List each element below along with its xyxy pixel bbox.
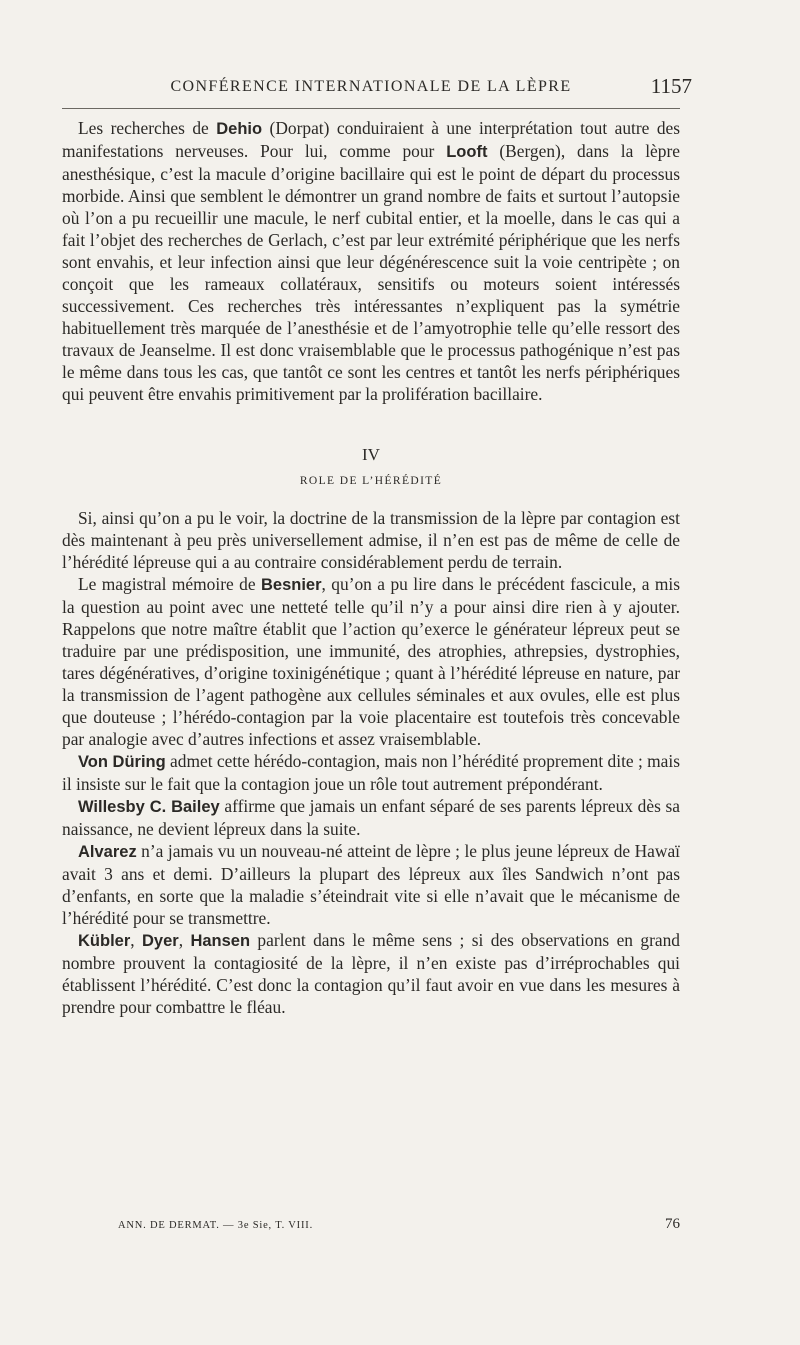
signature-number: 76 bbox=[665, 1216, 680, 1232]
paragraph bbox=[62, 795, 680, 840]
paragraph bbox=[62, 750, 680, 795]
section-title: ROLE DE L’HÉRÉDITÉ bbox=[299, 475, 443, 487]
author-name: Looft bbox=[446, 143, 488, 161]
text-run: (Bergen), dans la lèpre anesthésique, c’est la macule d’origine bacillaire qui est le point de départ du processus morbide. Ainsi que semblent le démontrer un grand nombre de faits et surtout l’autopsie où l’on a pu recueillir une macule, le nerf cubital entier, et la moelle, dans le cas qui a fait l’objet des recherches de Gerlach, c’est par leur extrémité périphérique que les nerfs sont envahis, et leur infection ainsi que leur dégénérescence suit la voie centripète ; on conçoit que les rameaux collatéraux, sensitifs ou moteurs soient intéressés successivement. Ces recherches très intéressantes n’expliquent pas la symétrie habituellement très marquée de l’anesthésie et de l’amyotrophie telle qu’elle ressort des travaux de Jeanselme. Il est donc vraisemblable que le processus pathogénique n’est pas le même dans tous les cas, que tantôt ce sont les centres et tantôt les nerfs périphériques qui peuvent être envahis primitivement par la prolifération bacillaire. bbox=[62, 141, 680, 404]
author-name: Besnier bbox=[261, 576, 322, 594]
text-run: Le magistral mémoire de bbox=[78, 574, 261, 594]
text-run: parlent dans le même sens ; si des observations en grand nombre prouvent la contagiosité de la lèpre, il n’en existe pas d’irréprochables qui établissent l’hérédité. C’est donc la contagion qu’il faut avoir en vue dans les mesures à prendre pour combattre le fléau. bbox=[62, 930, 680, 1017]
paragraph bbox=[62, 573, 680, 750]
text-run: affirme que jamais un enfant séparé de ses parents lépreux dès sa naissance, ne devient lépreux dans la suite. bbox=[62, 796, 680, 839]
footer bbox=[118, 1216, 680, 1244]
running-head bbox=[62, 74, 692, 104]
author-name: Willesby C. Bailey bbox=[78, 798, 220, 816]
text-run: admet cette hérédo-contagion, mais non l’hérédité proprement dite ; mais il insiste sur le fait que la contagion joue un rôle tout autrement prépondérant. bbox=[62, 751, 680, 794]
text-run: (Dorpat) conduiraient à une interprétation tout autre des manifestations nerveuses. Pour lui, comme pour bbox=[62, 118, 681, 161]
text-run: , bbox=[178, 930, 191, 950]
page-number: 1157 bbox=[650, 74, 692, 98]
paragraph bbox=[62, 507, 680, 573]
section-number: IV bbox=[362, 445, 380, 464]
text-run: Les recherches de bbox=[78, 118, 217, 138]
text-run: n’a jamais vu un nouveau-né atteint de lèpre ; le plus jeune lépreux de Hawaï avait 3 ans et demi. D’ailleurs la plupart des lépreux aux îles Sandwich n’ont pas d’enfants, en sorte que la maladie s’éteindrait vite si elle n’avait que le mécanisme de l’hérédité pour se transmettre. bbox=[62, 841, 680, 928]
running-head-title: CONFÉRENCE INTERNATIONALE DE LA LÈPRE bbox=[170, 78, 572, 95]
body-text bbox=[62, 117, 680, 1018]
author-name: Alvarez bbox=[78, 843, 137, 861]
header-rule bbox=[62, 108, 680, 109]
author-name: Dyer bbox=[142, 932, 179, 950]
text-run: , bbox=[130, 930, 142, 950]
author-name: Hansen bbox=[190, 932, 251, 950]
paragraph bbox=[62, 117, 680, 405]
author-name: Von Düring bbox=[78, 753, 166, 771]
paragraph bbox=[62, 929, 680, 1018]
text-run: , qu’on a pu lire dans le précédent fascicule, a mis la question au point avec une netteté telle qu’il n’y a pour ainsi dire rien à y ajouter. Rappelons que notre maître établit que l’action qu’exerce le générateur lépreux peut se traduire par une prédisposition, une immunité, des atrophies, athrepsies, dystrophies, tares dégénératives, d’origine toxinigénétique ; quant à l’hérédité lépreuse en nature, par la transmission de l’agent pathogène aux cellules séminales et aux ovules, elle est plus que douteuse ; l’hérédo-contagion par la voie placentaire est toutefois très concevable par analogie avec d’autres infections et assez vraisemblable. bbox=[62, 574, 681, 749]
text-run: Si, ainsi qu’on a pu le voir, la doctrine de la transmission de la lèpre par contagion est dès maintenant à peu près universellement admise, il n’en est pas de même de celle de l’hérédité lépreuse qui a au contraire considérablement perdu de terrain. bbox=[62, 508, 680, 572]
footer-citation: ANN. DE DERMAT. — 3e Sie, T. VIII. bbox=[118, 1220, 313, 1231]
author-name: Kübler bbox=[78, 932, 131, 950]
author-name: Dehio bbox=[216, 120, 263, 138]
paragraph bbox=[62, 840, 680, 929]
